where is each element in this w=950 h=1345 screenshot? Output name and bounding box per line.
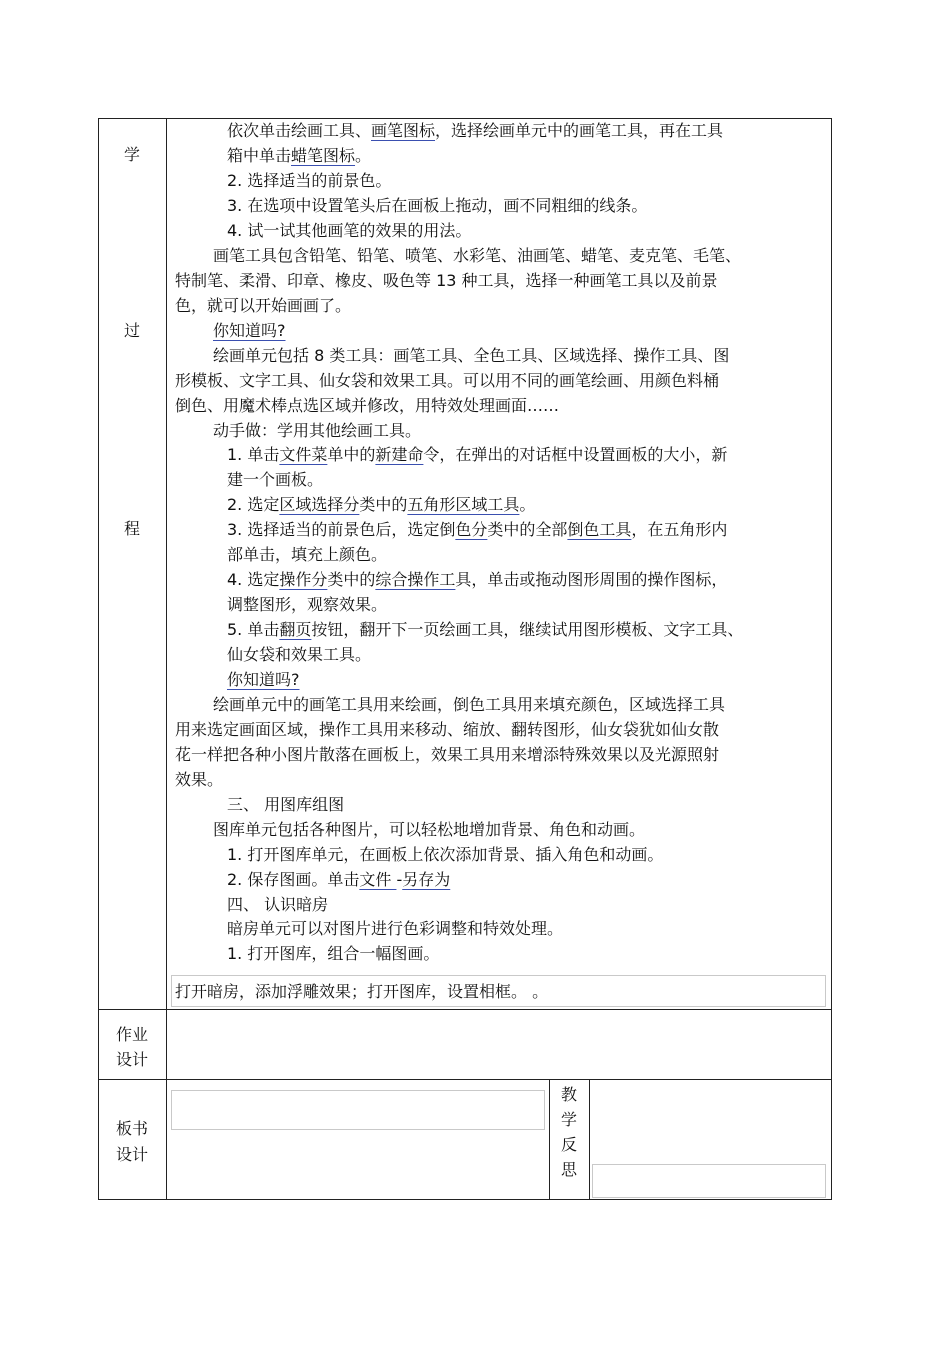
- text-line: 花一样把各种小图片散落在画板上，效果工具用来增添特殊效果以及光源照射: [175, 745, 720, 764]
- text-line: 调整图形，观察效果。: [227, 595, 388, 614]
- reflection-char-3: 反: [560, 1135, 577, 1154]
- section-heading-3: 三、 用图库组图: [227, 795, 345, 814]
- text-line: 效果。: [175, 770, 224, 789]
- text-line: 1. 打开图库，组合一幅图画。: [227, 944, 440, 963]
- section-heading-4: 四、 认识暗房: [227, 895, 329, 914]
- did-you-know-heading-1: 你知道吗?: [213, 321, 286, 340]
- text-line: 建一个画板。: [227, 470, 324, 489]
- text-line: 画笔工具包含铅笔、铅笔、喷笔、水彩笔、油画笔、蜡笔、麦克笔、毛笔、: [213, 246, 742, 265]
- text-line: 1. 打开图库单元，在画板上依次添加背景、插入角色和动画。: [227, 845, 664, 864]
- text-line: 绘画单元中的画笔工具用来绘画，倒色工具用来填充颜色，区域选择工具: [213, 695, 726, 714]
- reflection-char-1: 教: [560, 1085, 577, 1104]
- text-line: 4. 选定操作分类中的综合操作工具，单击或拖动图形周围的操作图标，: [227, 570, 728, 589]
- label-board-2: 设计: [115, 1145, 148, 1164]
- text-line: 色，就可以开始画画了。: [175, 296, 352, 315]
- did-you-know-heading-2: 你知道吗?: [227, 670, 300, 689]
- reflection-box: [592, 1164, 826, 1198]
- text-line: 图库单元包括各种图片，可以轻松地增加背景、角色和动画。: [213, 820, 646, 839]
- reflection-char-4: 思: [560, 1160, 577, 1179]
- board-design-box: [171, 1090, 545, 1130]
- text-line: 5. 单击翻页按钮，翻开下一页绘画工具，继续试用图形模板、文字工具、: [227, 620, 744, 639]
- text-line: 绘画单元包括 8 类工具：画笔工具、全色工具、区域选择、操作工具、图: [213, 346, 730, 365]
- text-line: 倒色、用魔术棒点选区域并修改，用特效处理画面……: [175, 396, 560, 415]
- text-line: 暗房单元可以对图片进行色彩调整和特效处理。: [227, 919, 564, 938]
- column-divider: [166, 118, 167, 1200]
- text-line: 1. 单击文件菜单中的新建命令，在弹出的对话框中设置画板的大小，新: [227, 445, 728, 464]
- text-line: 打开暗房，添加浮雕效果；打开图库，设置相框。 。: [175, 982, 549, 1001]
- text-line: 用来选定画面区域，操作工具用来移动、缩放、翻转图形，仙女袋犹如仙女散: [175, 720, 720, 739]
- text-line: 依次单击绘画工具、画笔图标，选择绘画单元中的画笔工具，再在工具: [227, 121, 724, 140]
- text-line: 动手做：学用其他绘画工具。: [213, 421, 422, 440]
- label-board-1: 板书: [115, 1119, 148, 1138]
- text-line: 特制笔、柔滑、印章、橡皮、吸色等 13 种工具，选择一种画笔工具以及前景: [175, 271, 718, 290]
- label-cheng: 程: [123, 519, 140, 538]
- text-line: 形模板、文字工具、仙女袋和效果工具。可以用不同的画笔绘画、用颜色料桶: [175, 371, 720, 390]
- text-line: 3. 在选项中设置笔头后在画板上拖动，画不同粗细的线条。: [227, 196, 648, 215]
- reflection-char-2: 学: [560, 1110, 577, 1129]
- label-homework-1: 作业: [115, 1025, 148, 1044]
- row-divider-process: [98, 1009, 832, 1010]
- label-guo: 过: [123, 321, 140, 340]
- text-line: 2. 选择适当的前景色。: [227, 171, 392, 190]
- board-divider-left: [549, 1079, 550, 1200]
- label-homework-2: 设计: [115, 1050, 148, 1069]
- text-line: 仙女袋和效果工具。: [227, 645, 372, 664]
- row-divider-homework: [98, 1079, 832, 1080]
- board-divider-right: [589, 1079, 590, 1200]
- text-line: 部单击，填充上颜色。: [227, 545, 388, 564]
- label-xue: 学: [123, 145, 140, 164]
- text-line: 3. 选择适当的前景色后，选定倒色分类中的全部倒色工具，在五角形内: [227, 520, 728, 539]
- text-line: 2. 选定区域选择分类中的五角形区域工具。: [227, 495, 536, 514]
- text-line: 箱中单击蜡笔图标。: [227, 146, 372, 165]
- text-line: 2. 保存图画。单击文件 -另存为: [227, 870, 451, 889]
- text-line: 4. 试一试其他画笔的效果的用法。: [227, 221, 472, 240]
